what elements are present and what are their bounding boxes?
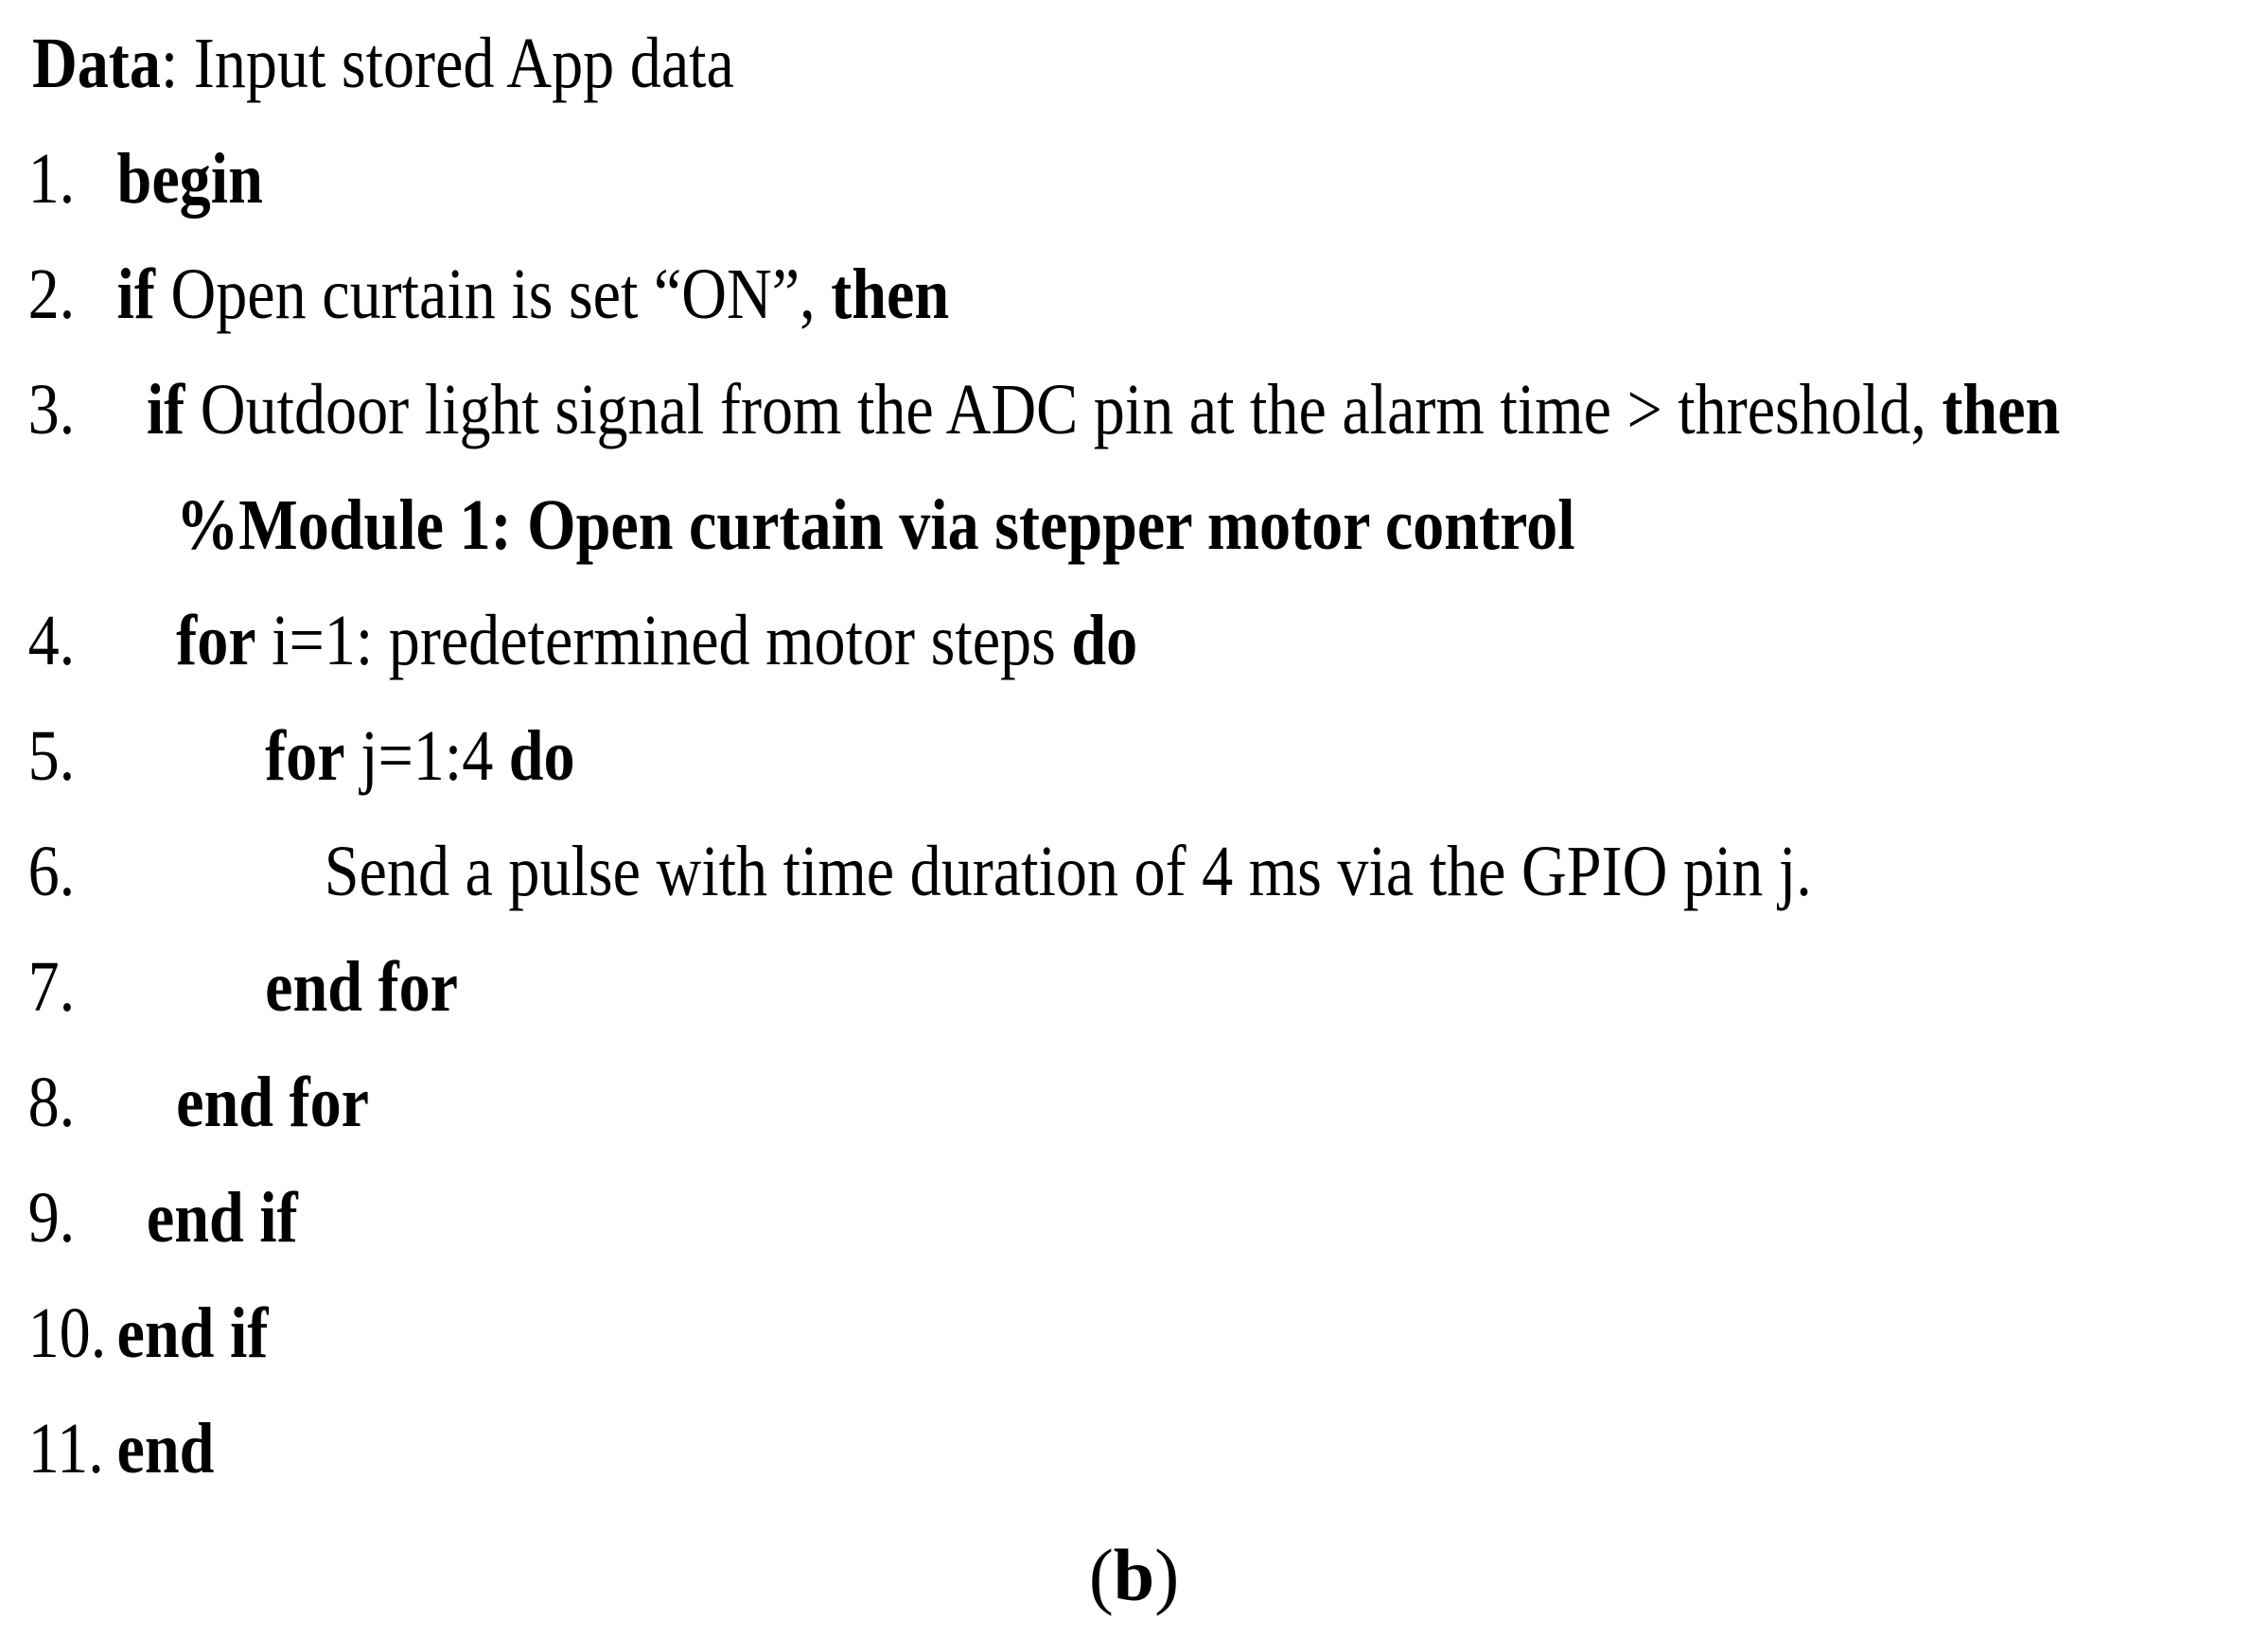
caption-letter: b xyxy=(1113,1534,1155,1616)
line-number: 3. xyxy=(27,370,76,449)
caption-close-paren: ) xyxy=(1154,1534,1180,1616)
line-number: 4. xyxy=(27,601,76,680)
condition-text: Open curtain is set “ON”, xyxy=(154,255,832,334)
keyword-end: end xyxy=(116,1409,215,1488)
line-code xyxy=(325,814,1812,929)
keyword-for: for xyxy=(176,601,256,680)
keyword-end-if: end if xyxy=(146,1178,298,1258)
statement-text: Send a pulse with time duration of 4 ms via the GPIO pin j. xyxy=(324,832,1812,911)
module-comment xyxy=(176,467,1574,583)
caption-open-paren: ( xyxy=(1088,1534,1114,1616)
keyword-then: then xyxy=(1942,370,2061,449)
loop-text: j=1:4 xyxy=(344,716,509,796)
line-code xyxy=(147,1160,298,1276)
line-code xyxy=(265,929,458,1045)
keyword-if: if xyxy=(116,255,155,334)
figure-caption xyxy=(0,1514,2268,1637)
line-code xyxy=(265,698,574,814)
keyword-then: then xyxy=(831,255,950,334)
line-code xyxy=(117,1276,269,1391)
line-code xyxy=(176,583,1137,698)
keyword-end-for: end for xyxy=(265,947,458,1027)
line-number: 11. xyxy=(27,1409,104,1488)
keyword-for: for xyxy=(265,716,345,796)
keyword-begin: begin xyxy=(116,139,263,219)
keyword-end-for: end for xyxy=(176,1063,370,1142)
line-number: 1. xyxy=(27,139,76,219)
line-code xyxy=(117,121,263,237)
keyword-do: do xyxy=(508,716,575,796)
line-number: 2. xyxy=(27,255,76,334)
algorithm-header xyxy=(32,6,734,121)
line-number: 9. xyxy=(27,1178,76,1258)
data-description: : Input stored App data xyxy=(160,24,734,103)
line-number: 7. xyxy=(27,947,76,1027)
line-code xyxy=(176,1045,369,1160)
line-number: 10. xyxy=(27,1294,107,1373)
data-label: Data xyxy=(32,24,161,103)
condition-text: Outdoor light signal from the ADC pin at the alarm time > threshold, xyxy=(185,370,1943,449)
keyword-end-if: end if xyxy=(116,1294,269,1373)
line-number: 8. xyxy=(27,1063,76,1142)
line-code xyxy=(147,352,2060,467)
keyword-do: do xyxy=(1071,601,1138,680)
keyword-if: if xyxy=(146,370,185,449)
line-number: 5. xyxy=(27,716,76,796)
line-code xyxy=(117,237,950,352)
line-code xyxy=(117,1391,215,1506)
comment-text: %Module 1: Open curtain via stepper motor control xyxy=(176,485,1575,565)
line-number: 6. xyxy=(27,832,76,911)
loop-text: i=1: predetermined motor steps xyxy=(255,601,1072,680)
